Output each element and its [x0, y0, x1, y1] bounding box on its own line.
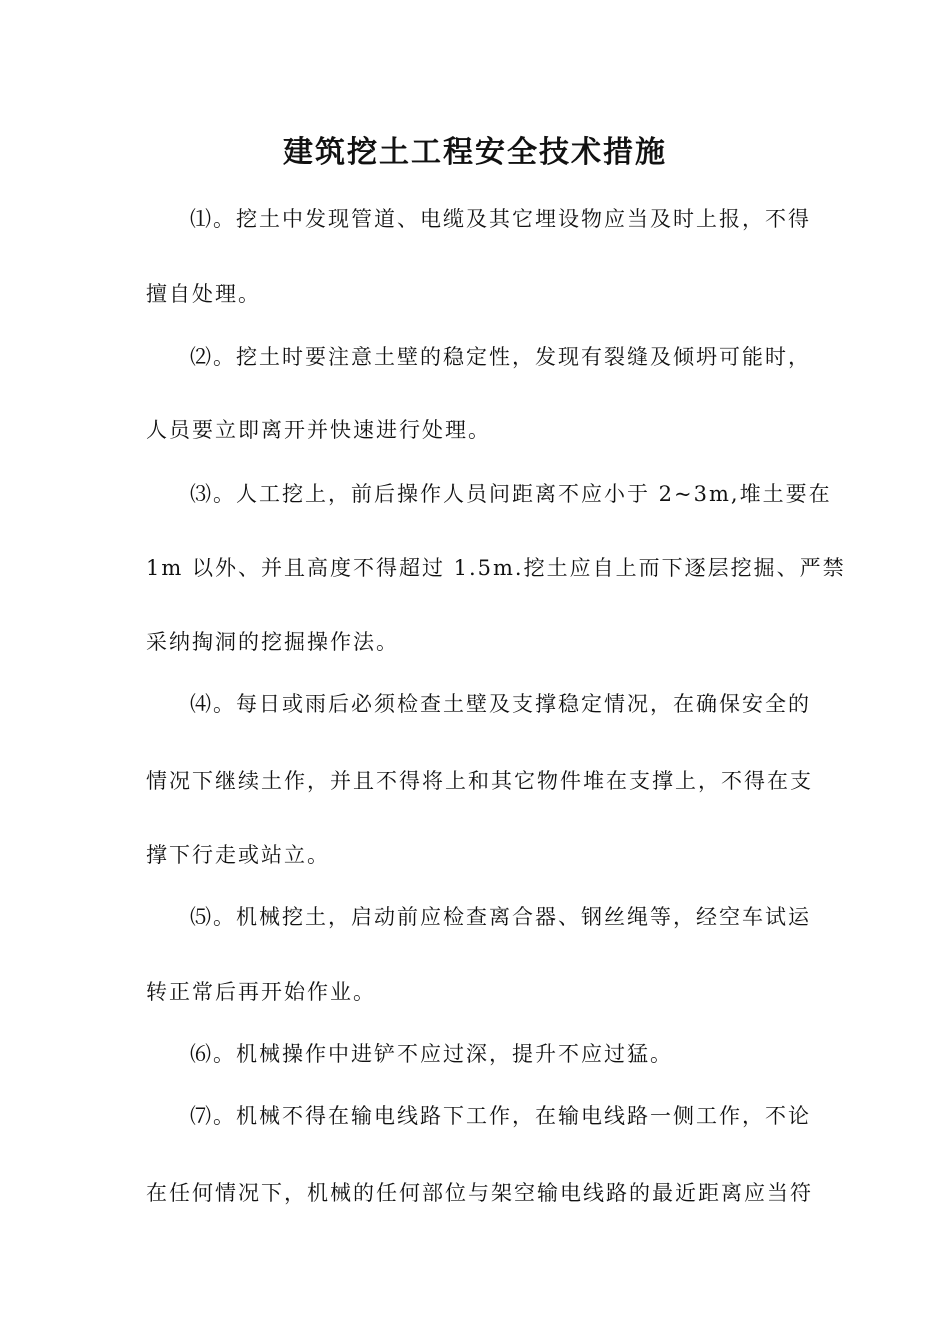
paragraph-1-line-2: 擅自处理。: [146, 282, 261, 306]
paragraph-7-line-1: ⑺。机械不得在输电线路下工作，在输电线路一侧工作，不论: [190, 1104, 811, 1128]
paragraph-4-line-3: 撑下行走或站立。: [146, 843, 330, 867]
document-title: 建筑挖土工程安全技术措施: [283, 135, 667, 170]
paragraph-5-line-1: ⑸。机械挖土，启动前应检查离合器、钢丝绳等，经空车试运: [190, 905, 811, 929]
paragraph-7-line-2: 在任何情况下，机械的任何部位与架空输电线路的最近距离应当符: [146, 1181, 813, 1205]
paragraph-4-line-2: 情况下继续土作，并且不得将上和其它物件堆在支撑上，不得在支: [146, 769, 813, 793]
paragraph-2-line-1: ⑵。挖土时要注意土壁的稳定性，发现有裂缝及倾坍可能时，: [190, 345, 811, 369]
paragraph-3-line-2: 1m 以外、并且高度不得超过 1.5m.挖土应自上而下逐层挖掘、严禁: [146, 556, 846, 580]
paragraph-3-line-1: ⑶。人工挖上，前后操作人员问距离不应小于 2~3m,堆土要在: [190, 482, 832, 506]
paragraph-5-line-2: 转正常后再开始作业。: [146, 980, 376, 1004]
paragraph-1-line-1: ⑴。挖土中发现管道、电缆及其它埋设物应当及时上报，不得: [190, 207, 811, 231]
paragraph-3-line-3: 采纳掏洞的挖掘操作法。: [146, 630, 399, 654]
paragraph-4-line-1: ⑷。每日或雨后必须检查土壁及支撑稳定情况，在确保安全的: [190, 692, 811, 716]
paragraph-6-line-1: ⑹。机械操作中进铲不应过深，提升不应过猛。: [190, 1042, 673, 1066]
paragraph-2-line-2: 人员要立即离开并快速进行处理。: [146, 418, 491, 442]
